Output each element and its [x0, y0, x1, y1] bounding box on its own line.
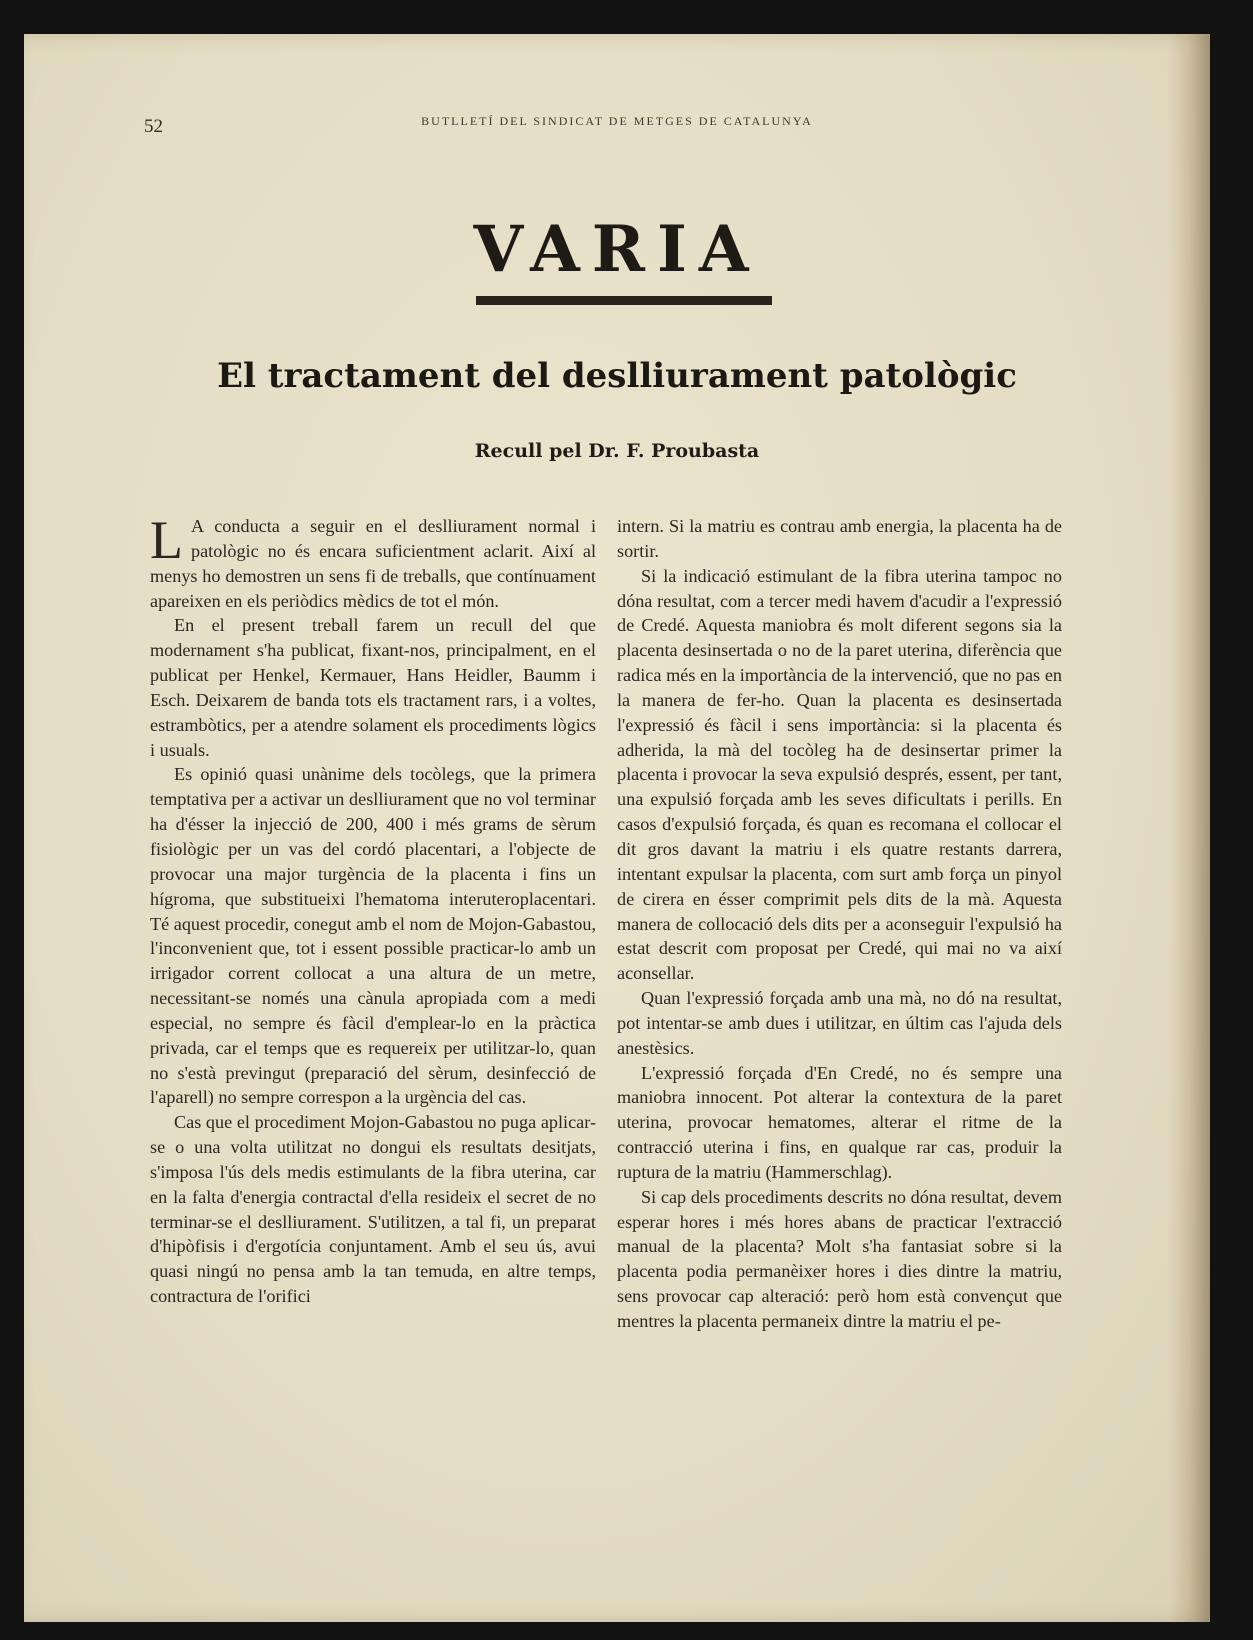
paragraph — [150, 510, 596, 613]
article-title: El tractament del deslliurament patològic — [217, 356, 1017, 396]
paragraph: Quan l'expressió forçada amb una mà, no dó na resultat, pot intentar-se amb dues i utilitzar, en últim cas l'ajuda dels anestèsics. — [617, 988, 1062, 1058]
drop-cap: L — [150, 510, 183, 570]
paragraph-text: A conducta a seguir en el deslliurament normal i patològic no és encara suficientment aclarit. Així al menys ho demostren un sens fi de treballs, que contínuament apareixen en els periòdics mèdics de tot el món. — [150, 516, 596, 611]
right-column — [617, 514, 1062, 1334]
left-column — [150, 510, 596, 1309]
running-head: BUTLLETÍ DEL SINDICAT DE METGES DE CATALUNYA — [421, 114, 813, 128]
paragraph: En el present treball farem un recull del que modernament s'ha publicat, fixant-nos, principalment, en el publicat per Henkel, Kermauer, Hans Heidler, Baumm i Esch. Deixarem de banda tots els tractament rars, i a voltes, estrambòtics, per a atendre solament els procediments lògics i usuals. — [150, 615, 596, 760]
title-rule — [476, 296, 772, 305]
article-byline: Recull pel Dr. F. Proubasta — [474, 440, 760, 462]
paragraph: intern. Si la matriu es contrau amb energia, la placenta ha de sortir. — [617, 516, 1062, 561]
paragraph: L'expressió forçada d'En Credé, no és sempre una maniobra innocent. Pot alterar la contextura de la paret uterina, provocar hematomes, alterar el ritme de la contracció uterina i fins, en qualque rar cas, produir la ruptura de la matriu (Hammerschlag). — [617, 1062, 1062, 1182]
paragraph: Es opinió quasi unànime dels tocòlegs, que la primera temptativa per a activar un deslliurament que no vol terminar ha d'ésser la injecció de 200, 400 i més grams de sèrum fisiològic per un vas del cordó placentari, a l'objecte de provocar una major turgència de la placenta i fins un hígroma, que substitueixi l'hematoma interuteroplacentari. Té aquest procedir, conegut amb el nom de Mojon-Gabastou, l'inconvenient que, tot i essent possible practicar-lo amb un irrigador corrent collocat a una altura de un metre, necessitant-se només una cànula apropiada com a medi especial, no sempre és fàcil d'emplear-lo en la pràctica privada, car el temps que es requereix per utilitzar-lo, quan no s'està previngut (preparació del sèrum, desinfecció de l'aparell) no sempre correspon a la urgència del cas. — [150, 764, 596, 1108]
section-title: VARIA — [473, 212, 761, 287]
page-number: 52 — [144, 116, 163, 137]
page — [24, 34, 1210, 1622]
paragraph: Cas que el procediment Mojon-Gabastou no puga aplicar-se o una volta utilitzat no dongui els resultats desitjats, s'imposa l'ús dels medis estimulants de la fibra uterina, car en la falta d'energia contractal d'ella resideix el secret de no terminar-se el deslliurament. S'utilitzen, a tal fi, un preparat d'hipòfisis i d'ergotícia conjuntament. Amb el seu ús, avui quasi ningú no pensa amb la tan temuda, en altre temps, contractura de l'orifici — [150, 1112, 596, 1307]
paragraph: Si cap dels procediments descrits no dóna resultat, devem esperar hores i més hores abans de practicar l'extracció manual de la placenta? Molt s'ha fantasiat sobre si la placenta podia permanèixer hores i dies dintre la matriu, sens provocar cap alteració: però hom està convençut que mentres la placenta permaneix dintre la matriu el pe- — [617, 1186, 1062, 1331]
paragraph: Si la indicació estimulant de la fibra uterina tampoc no dóna resultat, com a tercer medi havem d'acudir a l'expressió de Credé. Aquesta maniobra és molt diferent segons sia la placenta desinsertada o no de la paret uterina, diferència que radica més en la importància de la intervenció, que no pas en la manera de fer-ho. Quan la placenta es desinsertada l'expressió és fàcil i sens importància: si la placenta és adherida, la mà del tocòleg ha de desinsertar primer la placenta i provocar la seva expulsió després, essent, per tant, una expulsió forçada amb les seves dificultats i perills. En casos d'expulsió forçada, és quan es recomana el collocar el dit gros davant la matriu i els quatre restants darrera, intentant expulsar la placenta, com surt amb força un pinyol de cirera en ésser comprimit pels dits de la mà. Aquesta manera de collocació dels dits per a aconseguir l'expulsió ha estat descrit com proposat per Credé, qui mai no va així aconsellar. — [617, 565, 1062, 984]
